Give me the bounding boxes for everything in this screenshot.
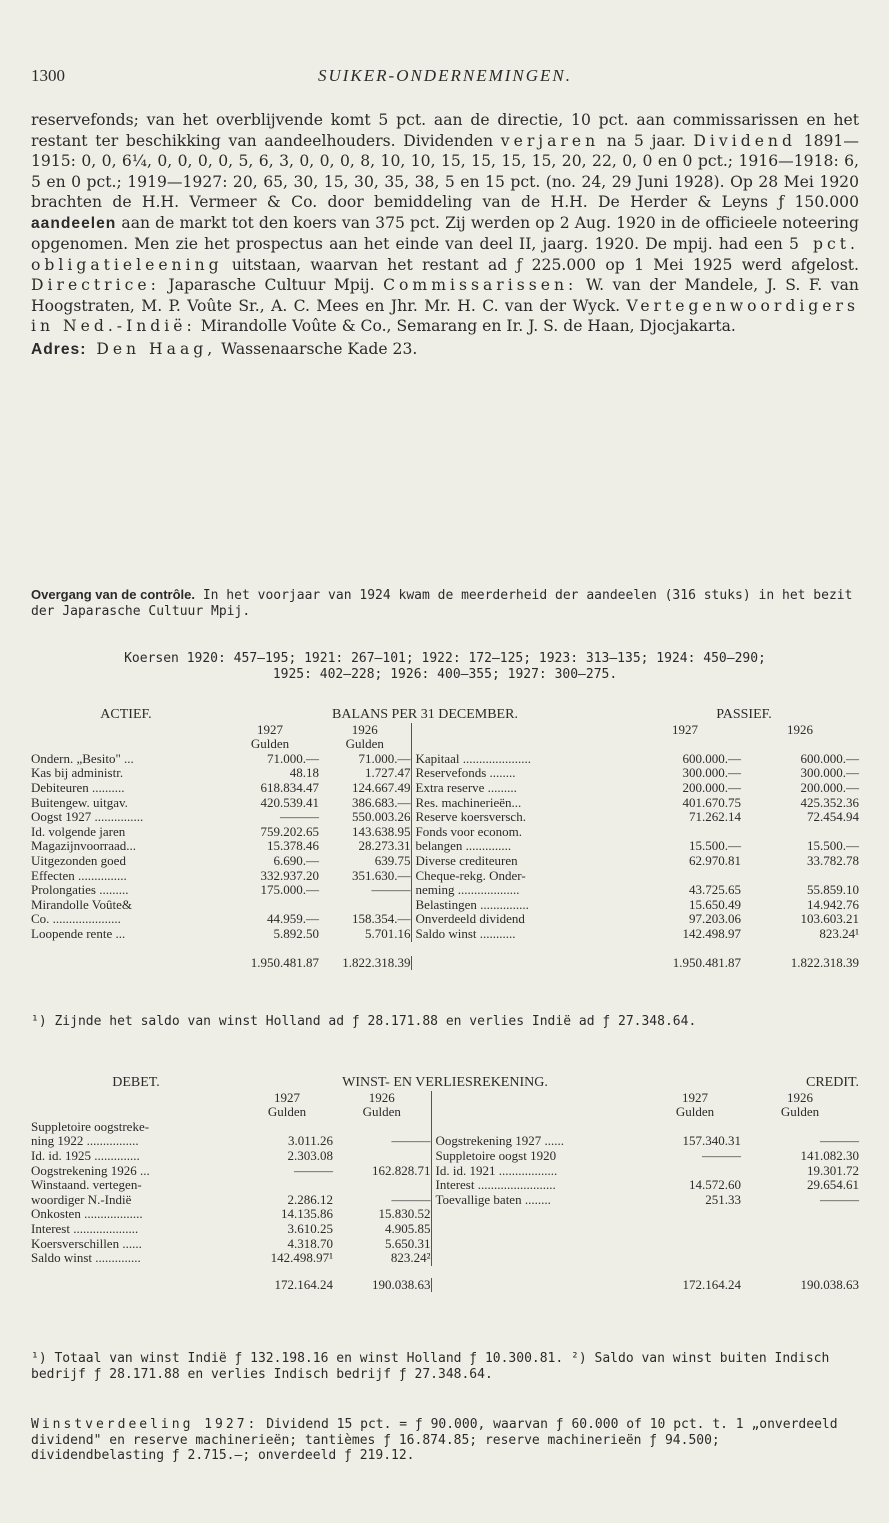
debet-label: woordiger N.-Indië [31,1191,132,1207]
unit-header: Gulden [675,1104,715,1120]
passief-1927-value: 71.262.14 [689,809,741,825]
debet-label: Koersverschillen ...... [31,1235,142,1251]
passief-label: belangen .............. [411,839,629,854]
running-head-title: SUIKER-ONDERNEMINGEN. [317,66,572,85]
text-span: Japarasche Cultuur Mpij. [168,276,375,294]
actief-label: Buitengew. uitgav. [31,794,128,810]
passief-label: Fonds voor econom. [411,825,629,840]
passief-1927-value: 62.970.81 [689,852,741,868]
credit-1927-value: 251.33 [705,1191,741,1207]
actief-label: Magazijnvoorraad... [31,838,137,854]
credit-1926-value: 29.654.61 [807,1177,859,1193]
actief-1926-value: 386.683.— [352,794,411,810]
credit-label: Id. id. 1921 .................. [431,1164,649,1179]
credit-1927-value: 14.572.60 [689,1177,741,1193]
debet-1927-value: ——— [294,1162,333,1178]
actief-1926-value: 1.727.47 [365,765,411,781]
credit-heading: CREDIT. [805,1075,859,1090]
actief-1927-value: 6.690.— [273,852,319,868]
debet-1927-value: 4.318.70 [287,1235,333,1251]
unit-header: Gulden [362,1104,401,1120]
credit-1927-value [649,1222,741,1237]
passief-1927-value: 401.670.75 [682,794,741,810]
balance-heading: BALANS PER 31 DECEMBER. [332,707,518,722]
actief-1926-value: 28.273.31 [358,838,411,854]
actief-label: Oogst 1927 ............... [31,809,144,825]
passief-label: Onverdeeld dividend [411,912,629,927]
debet-1926-value: 15.830.52 [378,1206,431,1222]
running-header [31,66,859,88]
credit-1926-value [741,1237,859,1252]
passief-1927-value: 97.203.06 [689,911,741,927]
debet-1926-value: 823.24² [390,1250,431,1266]
credit-1927-value: ——— [702,1147,741,1163]
description-paragraph [31,110,859,337]
balance-footnote: ¹) Zijnde het saldo van winst Holland ad ƒ 28.171.88 en verlies Indië ad ƒ 27.348.64. [31,1014,697,1029]
dividend-history: 1891—1915: 0, 0, 6¼, 0, 0, 0, 0, 5, 6, 3, 0, 0, 0, 8, 10, 10, 15, 15, 15, 15, 20, 22, 0, 0 en 0 pct.; 1916—1918: 6, 5 en 0 pct.; 1919—1927: 20, 65, 30, 15, 30, 35, 38, 5 en 15 pct. (no. 24, 29 Juni 1928). Op 28 Mei 1920 brachten de H.H. Vermeer & Co. door bemiddeling van de H.H. De Herder & Leyns ƒ 150.000 [31,131,859,211]
actief-1927-value: 618.834.47 [260,779,319,795]
profit-loss-row [31,1164,859,1179]
credit-1926-value: 19.301.72 [807,1162,859,1178]
actief-label: Loopende rente ... [31,925,126,941]
credit-label [431,1120,649,1135]
balance-sheet [31,708,859,970]
profit-loss-row [31,1251,859,1266]
actief-1927-value: 44.959.— [267,911,319,927]
spaced-term: Directrice: [31,276,160,294]
balance-row [31,854,859,869]
profit-loss-row [31,1207,859,1222]
profit-loss-row [31,1222,859,1237]
passief-1926-value: 823.24¹ [819,925,859,941]
year-header: 1926 [351,721,378,737]
actief-1926-value [319,898,411,913]
profit-loss-heading: WINST- EN VERLIESREKENING. [342,1075,548,1090]
profit-loss-row [31,1178,859,1193]
debet-1926-value: 4.905.85 [385,1220,431,1236]
debet-1926-value: ——— [391,1191,431,1207]
debet-1927-value: 2.303.08 [287,1147,333,1163]
credit-1926-value [741,1207,859,1222]
debet-1927-value: 3.610.25 [287,1220,333,1236]
aandeelen-term: aandeelen [31,214,117,232]
profit-distribution [31,1417,859,1464]
profit-distribution-label: Winstverdeeling 1927: [31,1417,259,1432]
actief-1926-value: 71.000.— [358,750,411,766]
passief-1927-value: 200.000.— [682,779,741,795]
balance-table [31,708,859,970]
debet-label: ning 1922 ................ [31,1133,139,1149]
actief-1926-value: 5.701.16 [365,925,411,941]
balance-row [31,839,859,854]
text-span: uitstaan, waarvan het restant ad ƒ 225.000 op 1 Mei 1925 werd afgelost. [231,255,859,274]
actief-1927-value: 332.937.20 [260,867,319,883]
profit-loss-row [31,1237,859,1252]
passief-1927-value: 15.500.— [689,838,741,854]
spaced-term: Vertegenwoordigers in Ned.-Indië: [31,296,859,335]
credit-total-1927: 172.164.24 [682,1276,741,1292]
credit-label: Oogstrekening 1927 ...... [431,1134,649,1149]
credit-label [431,1237,649,1252]
actief-label: Debiteuren .......... [31,779,125,795]
actief-1927-value: 71.000.— [267,750,319,766]
passief-label: Extra reserve ......... [411,781,629,796]
text-span: reservefonds; van het overblijvende komt 5 pct. aan de directie, 10 pct. aan commissarissen en het restant ter beschikking van aandeelhouders. Dividenden [31,111,859,150]
balance-row [31,752,859,767]
actief-label: Id. volgende jaren [31,823,126,839]
text-span: aan de markt tot den koers van 375 pct. Zij werden op 2 Aug. 1920 in de officieele noteering opgenomen. Men zie het prospectus aan het einde van deel II, jaarg. 1920. De mpij. had een [31,213,859,253]
credit-label: Suppletoire oogst 1920 [431,1149,649,1164]
address-line [31,339,859,361]
debet-1926-value: 5.650.31 [385,1235,431,1251]
passief-1926-value: 600.000.— [800,750,859,766]
representatives-list: Mirandolle Voûte & Co., Semarang en Ir. J. S. de Haan, Djocjakarta. [200,317,736,335]
balance-row [31,898,859,913]
passief-label: neming ................... [411,883,629,898]
actief-label: Effecten ............... [31,867,127,883]
credit-label [431,1251,649,1266]
debet-1927-value [241,1178,333,1193]
debet-1927-value [241,1120,333,1135]
actief-label: Mirandolle Voûte& [31,896,132,912]
actief-1927-value: 420.539.41 [260,794,319,810]
balance-row [31,781,859,796]
year-header: 1927 [682,1089,708,1105]
credit-label [431,1222,649,1237]
spaced-term: verjaren [500,131,600,150]
passief-1927-value: 15.650.49 [689,896,741,912]
passief-1926-value: 72.454.94 [807,809,859,825]
balance-row [31,927,859,942]
profit-loss-footnote: ¹) Totaal van winst Indië ƒ 132.198.16 en winst Holland ƒ 10.300.81. ²) Saldo van winst buiten Indisch bedrijf ƒ 28.171.88 en verlies Indisch bedrijf ƒ 27.348.64. [31,1351,830,1382]
debet-1927-value: 3.011.26 [287,1133,333,1149]
credit-1926-value: ——— [820,1133,859,1149]
credit-1927-value [649,1164,741,1179]
actief-1926-value: 143.638.95 [352,823,411,839]
actief-total-1926: 1.822.318.39 [342,954,411,970]
credit-1927-value: 157.340.31 [682,1133,741,1149]
passief-label: Reserve koersversch. [411,810,629,825]
credit-label [431,1207,649,1222]
credit-1927-value [649,1237,741,1252]
profit-loss-table [31,1076,859,1292]
debet-1926-value [333,1178,431,1193]
actief-label: Kas bij administr. [31,765,124,781]
credit-label: Toevallige baten ........ [431,1193,649,1208]
unit-header: Gulden [250,736,290,752]
actief-total-1927: 1.950.481.87 [250,954,319,970]
year-header: 1927 [274,1089,300,1105]
passief-1926-value: 300.000.— [800,765,859,781]
year-header: 1927 [672,721,698,737]
credit-1926-value: 141.082.30 [800,1147,859,1163]
credit-1926-value: ——— [820,1191,859,1207]
actief-label: Ondern. „Besito" ... [31,750,134,766]
debet-1926-value: 162.828.71 [372,1162,431,1178]
debet-1927-value: 14.135.86 [281,1206,333,1222]
credit-1926-value [741,1222,859,1237]
passief-heading: PASSIEF. [716,707,772,722]
credit-1926-value [741,1251,859,1266]
passief-label: Cheque-rekg. Onder- [411,869,629,884]
spaced-term: 5 pct. obligatieleening [31,235,859,274]
passief-1927-value: 142.498.97 [682,925,741,941]
balance-row [31,766,859,781]
credit-label: Interest ........................ [431,1178,649,1193]
page-number: 1300 [31,66,65,85]
passief-1926-value: 15.500.— [807,838,859,854]
balance-row [31,737,859,752]
actief-label: Uitgezonden goed [31,852,126,868]
unit-header: Gulden [267,1104,307,1120]
debet-heading: DEBET. [112,1075,160,1090]
share-prices-line: 1925: 402—228; 1926: 400—355; 1927: 300—275. [272,666,618,682]
profit-distribution-text: Dividend 15 pct. = ƒ 90.000, waarvan ƒ 60.000 of 10 pct. t. 1 „onverdeeld dividend" en reserve machinerieën; tantièmes ƒ 16.874.85; reserve machinerieën ƒ 94.500; dividendbelasting ƒ 2.715.—; onverdeeld ƒ 219.12. [31,1417,838,1463]
actief-1926-value: 124.667.49 [352,779,411,795]
actief-1926-value: 158.354.— [352,911,411,927]
address-city: Den Haag, [96,339,217,358]
passief-label: Reservefonds ........ [411,766,629,781]
passief-1927-value [629,825,741,840]
actief-1926-value: 351.630.— [352,867,411,883]
year-header: 1926 [368,1089,395,1105]
actief-1927-value: 175.000.— [260,882,319,898]
actief-label: Co. ..................... [31,911,121,927]
debet-label: Suppletoire oogstreke- [31,1118,150,1134]
year-header: 1926 [787,1089,813,1105]
debet-label: Onkosten .................. [31,1206,143,1222]
passief-total-1926: 1.822.318.39 [790,954,859,970]
control-transfer-text: In het voorjaar van 1924 kwam de meerderheid der aandeelen (316 stuks) in het bezit der Japarasche Cultuur Mpij. [31,588,853,619]
actief-1927-value [221,898,319,913]
profit-loss-row [31,1120,859,1135]
company-description [31,110,859,360]
spaced-term: Dividend [693,131,796,150]
debet-total-1927: 172.164.24 [274,1276,333,1292]
balance-row [31,912,859,927]
credit-1927-value [649,1207,741,1222]
share-prices-line: Koersen 1920: 457—195; 1921: 267—101; 1922: 172—125; 1923: 313—135; 1924: 450—290; [124,651,766,666]
control-transfer-title: Overgang van de contrôle. [31,587,195,602]
actief-heading: ACTIEF. [100,707,152,722]
share-prices [31,651,859,682]
commissioners-list: W. van der Mandele, J. S. F. van Hoogstraten, M. P. Voûte Sr., A. C. Mees en Jhr. Mr. H. C. van der Wyck. [31,276,859,315]
passief-1926-value: 33.782.78 [807,852,859,868]
actief-1927-value: 759.202.65 [260,823,319,839]
actief-1927-value: 48.18 [289,765,319,781]
passief-label: Diverse crediteuren [411,854,629,869]
balance-row [31,883,859,898]
address-street: Wassenaarsche Kade 23. [221,339,418,358]
debet-label: Id. id. 1925 .............. [31,1147,140,1163]
year-header: 1926 [787,721,813,737]
passief-1926-value: 425.352.36 [800,794,859,810]
passief-1926-value: 200.000.— [800,779,859,795]
control-transfer-note [31,587,859,619]
credit-total-1926: 190.038.63 [800,1276,859,1292]
unit-header: Gulden [345,736,384,752]
passief-1926-value [741,825,859,840]
actief-1927-value: ——— [280,809,319,825]
passief-label [411,737,629,752]
actief-1926-value: 639.75 [374,852,411,868]
profit-loss-account [31,1076,859,1292]
passief-1927-value [629,737,741,752]
passief-label: Kapitaal ..................... [411,752,629,767]
profit-loss-row [31,1193,859,1208]
debet-1926-value [333,1120,431,1135]
debet-label: Interest .................... [31,1220,139,1236]
actief-1926-value: ——— [371,882,411,898]
debet-1926-value: ——— [391,1133,431,1149]
debet-label: Winstaand. vertegen- [31,1177,142,1193]
debet-total-1926: 190.038.63 [372,1276,431,1292]
actief-1927-value: 15.378.46 [267,838,319,854]
passief-label: Belastingen ............... [411,898,629,913]
passief-label: Res. machinerieën... [411,796,629,811]
balance-row [31,825,859,840]
actief-1927-value: 5.892.50 [273,925,319,941]
passief-1926-value: 103.603.21 [800,911,859,927]
passief-total-1927: 1.950.481.87 [672,954,741,970]
profit-loss-row [31,1149,859,1164]
passief-1926-value [741,737,859,752]
passief-1927-value: 43.725.65 [689,882,741,898]
debet-1926-value [333,1149,431,1164]
balance-row [31,869,859,884]
balance-row [31,810,859,825]
debet-label: Oogstrekening 1926 ... [31,1162,150,1178]
debet-label: Saldo winst .............. [31,1250,141,1266]
spaced-term: Commissarissen: [383,276,578,294]
actief-1926-value: 550.003.26 [352,809,411,825]
passief-1926-value: 14.942.76 [807,896,859,912]
passief-1927-value [629,869,741,884]
profit-loss-row [31,1134,859,1149]
credit-1927-value [649,1120,741,1135]
debet-1927-value: 2.286.12 [287,1191,333,1207]
unit-header: Gulden [780,1104,820,1120]
passief-1926-value [741,869,859,884]
credit-1926-value [741,1120,859,1135]
address-label: Adres: [31,340,87,358]
text-span: na 5 jaar. [606,131,686,150]
balance-row [31,796,859,811]
debet-1927-value: 142.498.97¹ [270,1250,333,1266]
passief-label: Saldo winst ........... [411,927,629,942]
spacer-cell [31,737,221,752]
passief-1926-value: 55.859.10 [807,882,859,898]
passief-1927-value: 300.000.— [682,765,741,781]
year-header: 1927 [257,721,283,737]
credit-1927-value [649,1251,741,1266]
passief-1927-value: 600.000.— [682,750,741,766]
actief-label: Prolongaties ......... [31,882,129,898]
